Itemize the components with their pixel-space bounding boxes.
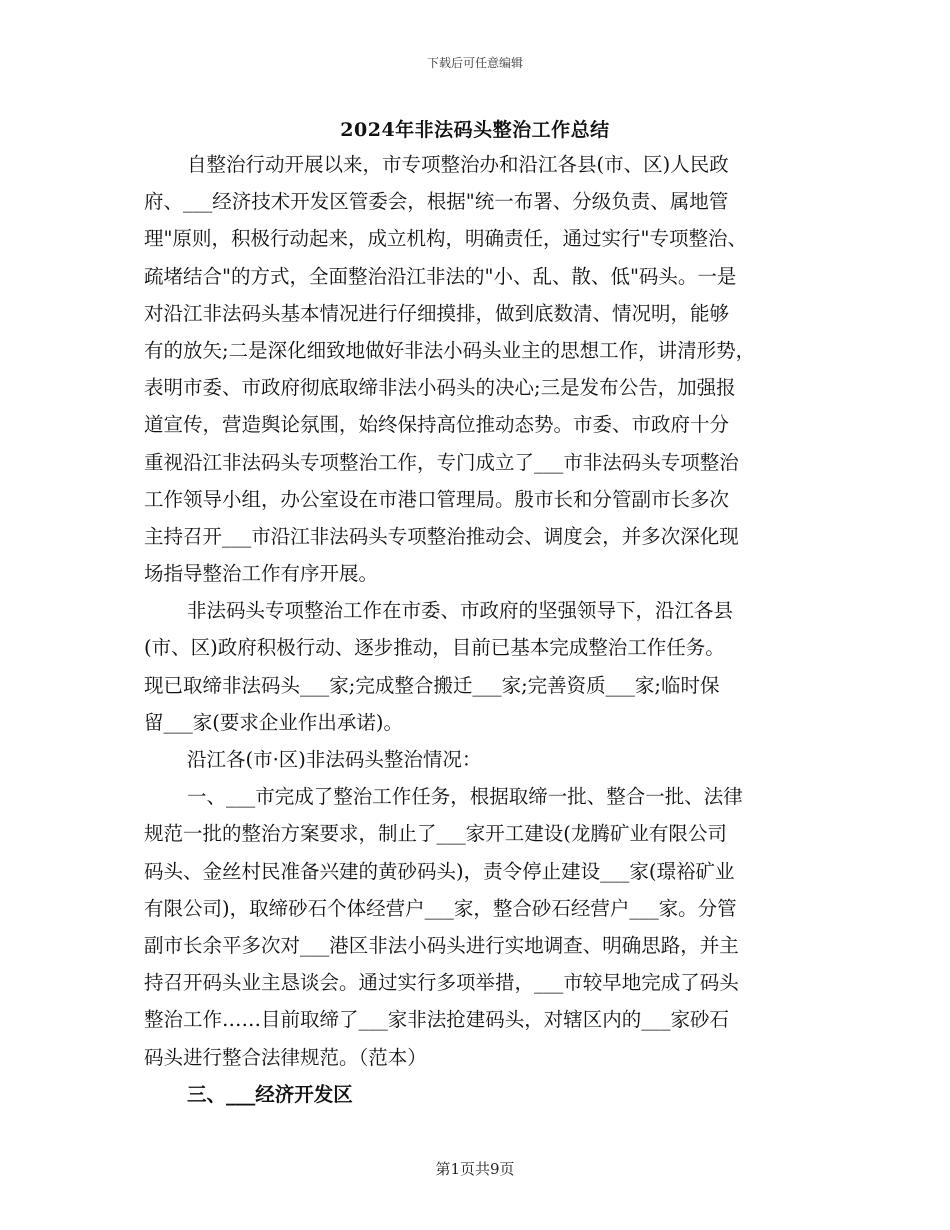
page-number: 第1页共9页	[435, 1160, 515, 1178]
paragraph-line: 整治工作……目前取缔了___家非法抢建码头，对辖区内的___家砂石	[144, 1008, 730, 1032]
paragraph-line: 府、___经济技术开发区管委会，根据"统一布署、分级负责、属地管	[144, 190, 729, 214]
paragraph-line: 理"原则，积极行动起来，成立机构，明确责任，通过实行"专项整治、	[144, 227, 747, 251]
paragraph-line: 道宣传，营造舆论氛围，始终保持高位推动态势。市委、市政府十分	[144, 413, 730, 437]
paragraph-line: 有的放矢;二是深化细致地做好非法小码头业主的思想工作，讲清形势，	[144, 338, 756, 362]
page-header: 下载后可任意编辑	[426, 56, 523, 70]
paragraph-line: (市、区)政府积极行动、逐步推动，目前已基本完成整治工作任务。	[144, 636, 725, 660]
paragraph-line: 留___家(要求企业作出承诺)。	[144, 710, 403, 734]
document-body	[144, 146, 809, 1113]
paragraph-line: 码头、金丝村民准备兴建的黄砂码头)，责令停止建设___家(璟裕矿业	[144, 859, 735, 883]
paragraph-line: 场指导整治工作有序开展。	[144, 562, 379, 586]
paragraph-line: 表明市委、市政府彻底取缔非法小码头的决心;三是发布公告，加强报	[144, 376, 736, 400]
paragraph-line: 沿江各(市·区)非法码头整治情况：	[187, 748, 482, 771]
paragraph-line: 规范一批的整治方案要求，制止了___家开工建设(龙腾矿业有限公司	[144, 822, 727, 846]
paragraph-line: 主持召开___市沿江非法码头专项整治推动会、调度会，并多次深化现	[144, 524, 739, 548]
paragraph-line: 工作领导小组，办公室设在市港口管理局。殷市长和分管副市长多次	[144, 487, 730, 511]
section-heading: 三、___经济开发区	[187, 1082, 353, 1106]
paragraph-line: 对沿江非法码头基本情况进行仔细摸排，做到底数清、情况明，能够	[144, 301, 730, 325]
paragraph-line: 有限公司)，取缔砂石个体经营户___家，整合砂石经营户___家。分管	[144, 896, 737, 920]
paragraph-line: 自整治行动开展以来，市专项整治办和沿江各县(市、区)人民政	[187, 153, 729, 176]
document-title: 2024年非法码头整治工作总结	[340, 119, 610, 141]
paragraph-line: 非法码头专项整治工作在市委、市政府的坚强领导下，沿江各县	[187, 599, 734, 623]
paragraph-line: 副市长余平多次对___港区非法小码头进行实地调查、明确思路，并主	[144, 933, 739, 957]
paragraph-line: 码头进行整合法律规范。（范本）	[144, 1045, 427, 1069]
paragraph-line: 持召开码头业主恳谈会。通过实行多项举措，___市较早地完成了码头	[144, 971, 739, 995]
paragraph-line: 疏堵结合"的方式，全面整治沿江非法的"小、乱、散、低"码头。一是	[144, 264, 737, 288]
paragraph-line: 一、___市完成了整治工作任务，根据取缔一批、整合一批、法律	[187, 785, 743, 809]
paragraph-line: 重视沿江非法码头专项整治工作，专门成立了___市非法码头专项整治	[144, 450, 739, 474]
paragraph-line: 现已取缔非法码头___家;完成整合搬迁___家;完善资质___家;临时保	[144, 673, 720, 697]
